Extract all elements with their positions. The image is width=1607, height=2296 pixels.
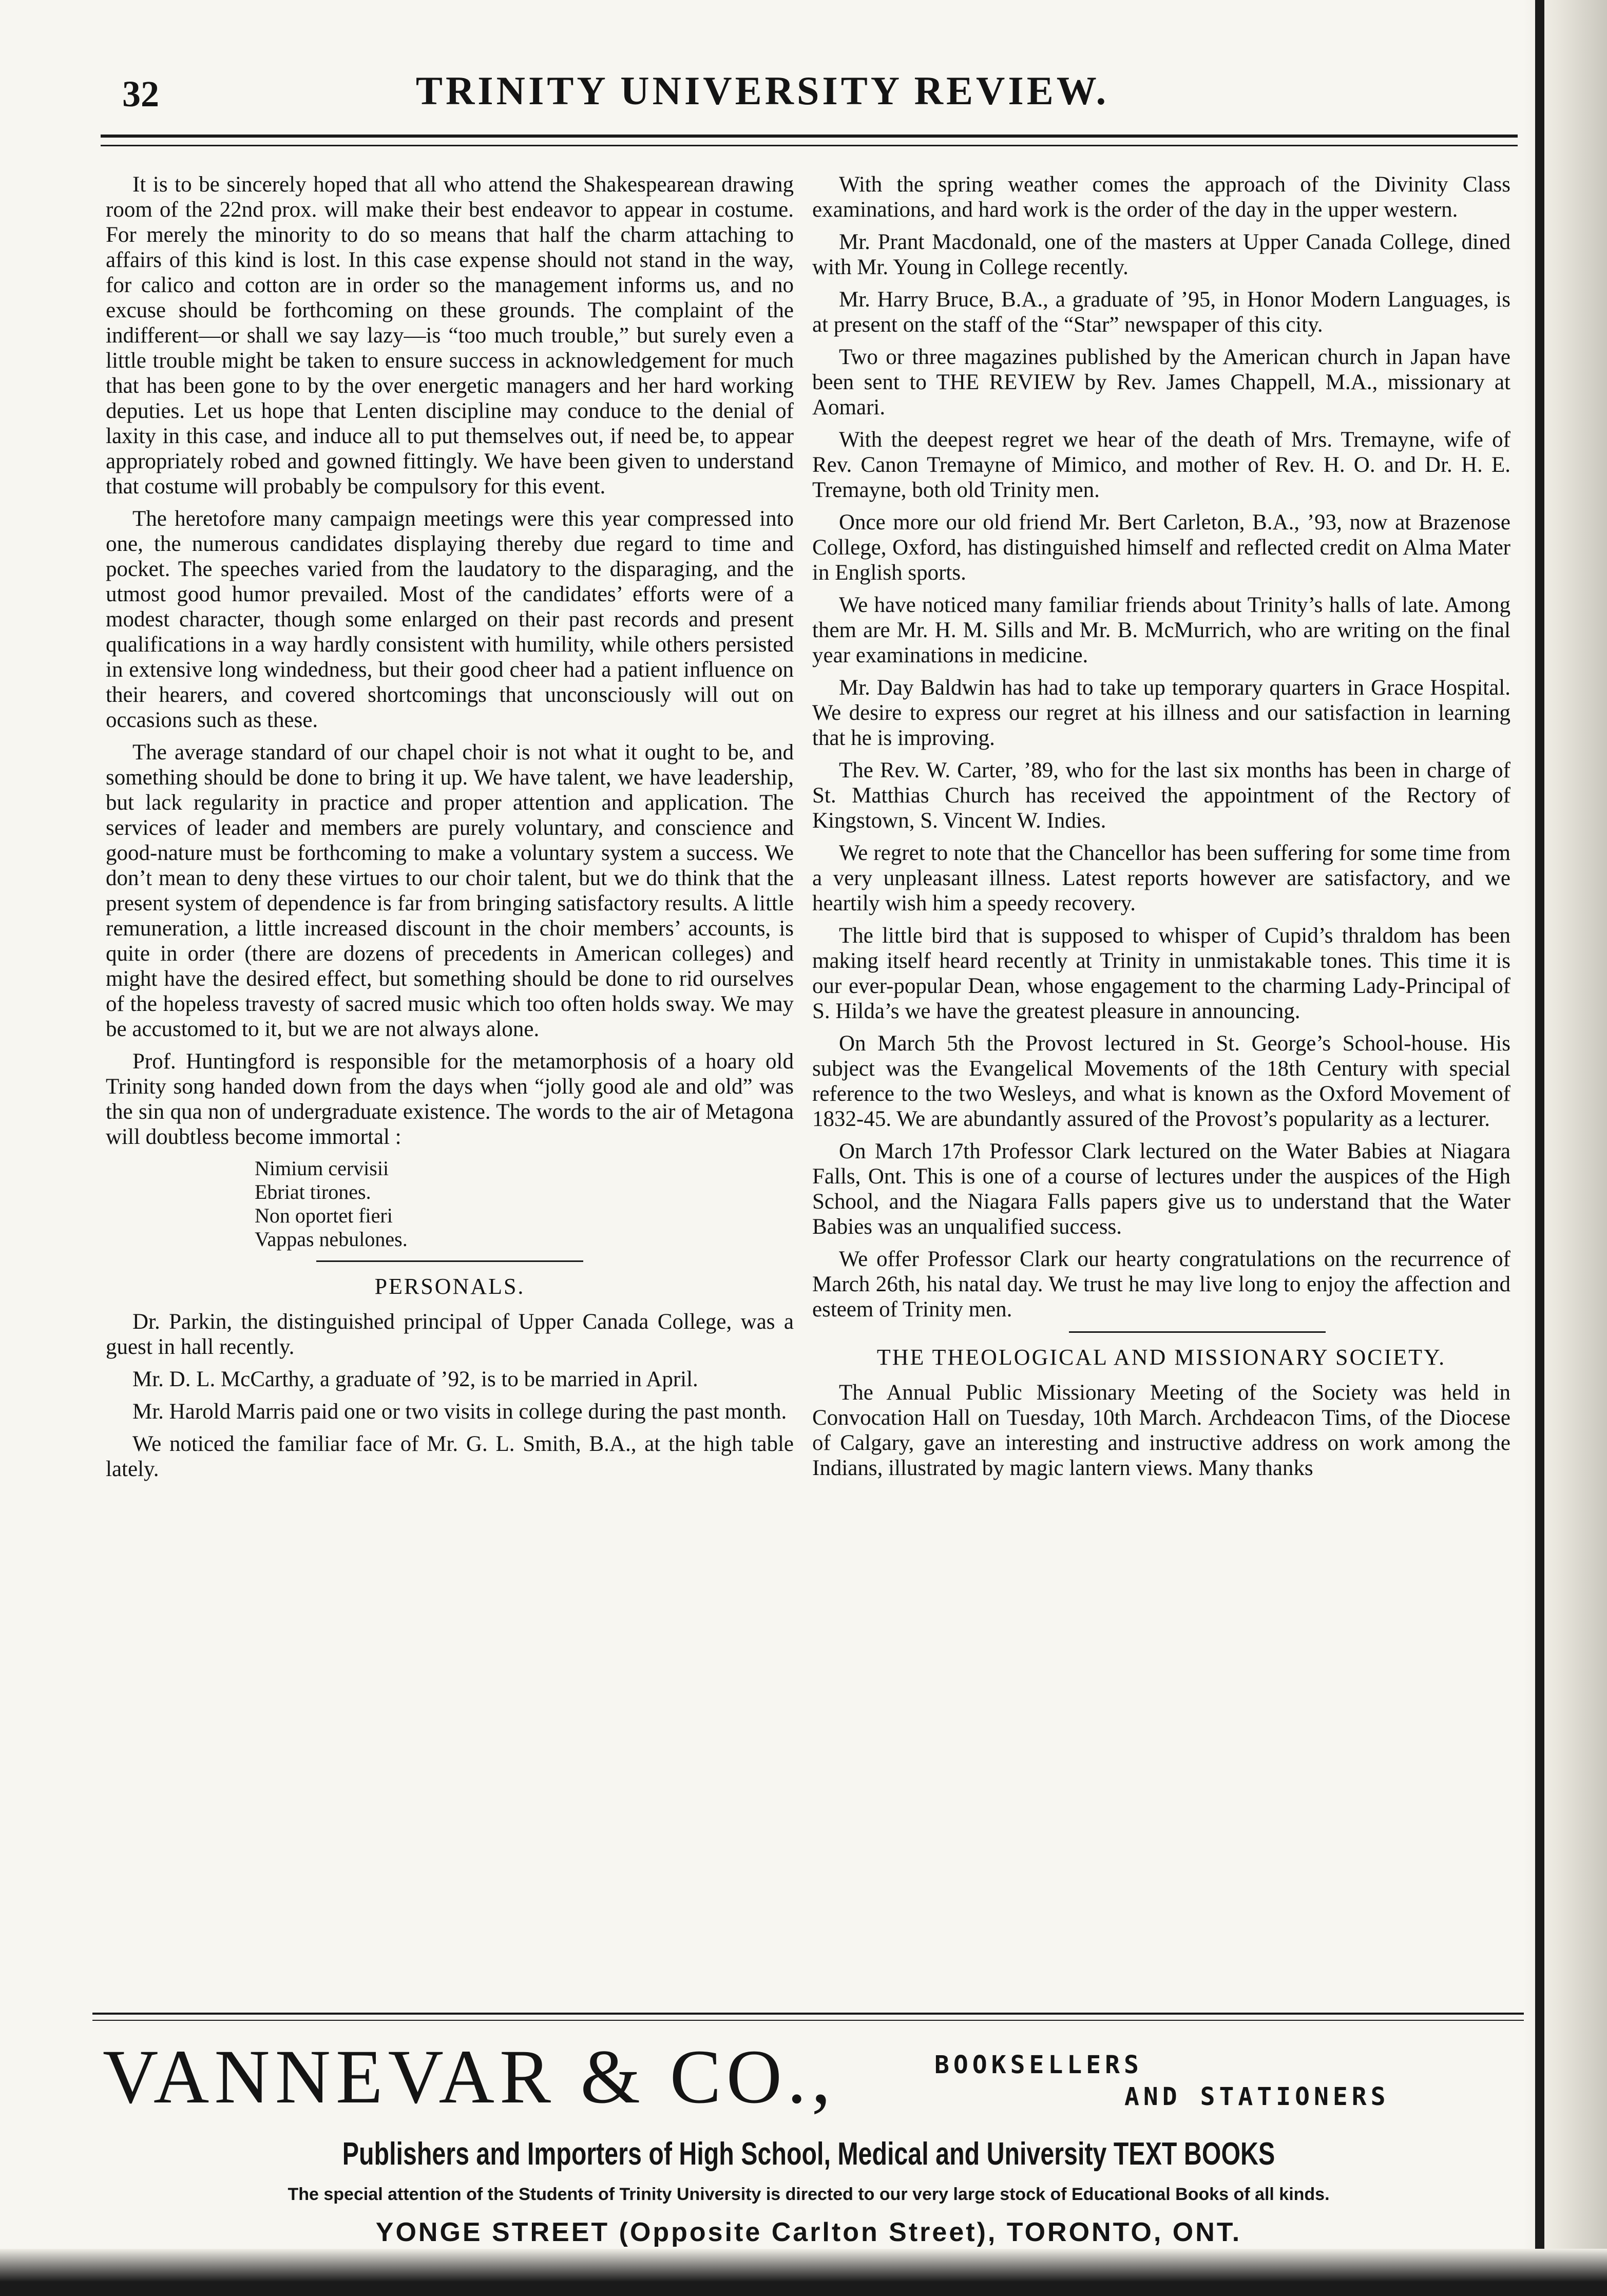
personal-item: We noticed the familiar face of Mr. G. L. Smith, B.A., at the high table lately. bbox=[106, 1432, 794, 1481]
header-rule-thin bbox=[101, 145, 1518, 146]
news-item: We offer Professor Clark our hearty congratulations on the recurrence of March 26th, his natal day. We trust he may live long to enjoy the affection and esteem of Trinity men. bbox=[812, 1247, 1510, 1322]
right-column bbox=[812, 172, 1510, 1488]
scan-bottom-band bbox=[0, 2249, 1607, 2296]
ad-publishers-line: Publishers and Importers of High School, Medical and University TEXT BOOKS bbox=[342, 2136, 1275, 2172]
ad-notice: The special attention of the Students of Trinity University is directed to our very large stock of Educational Books of all kinds. bbox=[288, 2185, 1330, 2204]
verse-line: Nimium cervisii bbox=[255, 1157, 389, 1180]
verse-line: Non oportet fieri bbox=[255, 1204, 393, 1227]
left-column bbox=[106, 172, 794, 1489]
news-item: Mr. Harry Bruce, B.A., a graduate of ’95, in Honor Modern Languages, is at present on the staff of the “Star” newspaper of this city. bbox=[812, 288, 1510, 337]
binding-spine bbox=[1535, 0, 1544, 2296]
news-item: Mr. Prant Macdonald, one of the masters at Upper Canada College, dined with Mr. Young in College recently. bbox=[812, 230, 1510, 279]
section-divider bbox=[1069, 1331, 1326, 1333]
ad-address: YONGE STREET (Opposite Carlton Street), TORONTO, ONT. bbox=[375, 2217, 1242, 2247]
footer-rule-thin bbox=[92, 2020, 1525, 2021]
news-item: On March 5th the Provost lectured in St. George’s School-house. His subject was the Evangelical Movements of the 18th Century with special reference to the two Wesleys, and what is known as the Oxford Movement of 1832-45. We are abundantly assured of the Provost’s popularity as a lecturer. bbox=[812, 1031, 1510, 1131]
editorial-paragraph-costume: It is to be sincerely hoped that all who attend the Shakespearean drawing room of the 22nd prox. will make their best endeavor to appear in costume. For merely the minority to do so means that half the charm attaching to affairs of this kind is lost. In this case expense should not stand in the way, for calico and cotton are in order so the management informs us, and no excuse should be forthcoming on these grounds. The complaint of the indifferent—or shall we say lazy—is “too much trouble,” but surely even a little trouble might be taken to ensure success in acknowledgement for much that has been gone to by the over energetic managers and her hard working deputies. Let us hope that Lenten discipline may conduce to the denial of laxity in this case, and induce all to put themselves out, if need be, to appear appropriately robed and gowned fittingly. We have been given to understand that costume will probably be compulsory for this event. bbox=[106, 173, 794, 499]
masthead-title: TRINITY UNIVERSITY REVIEW. bbox=[415, 68, 1109, 113]
ad-tagline-stationers: AND STATIONERS bbox=[1124, 2082, 1390, 2111]
society-heading: THE THEOLOGICAL AND MISSIONARY SOCIETY. bbox=[876, 1345, 1446, 1370]
news-item: Mr. Day Baldwin has had to take up temporary quarters in Grace Hospital. We desire to express our regret at his illness and our satisfaction in learning that he is improving. bbox=[812, 676, 1510, 750]
news-item: With the spring weather comes the approach of the Divinity Class examinations, and hard work is the order of the day in the upper western. bbox=[812, 173, 1510, 222]
footer-rule-thick bbox=[92, 2013, 1525, 2015]
personals-heading: PERSONALS. bbox=[374, 1274, 525, 1299]
section-divider bbox=[316, 1260, 583, 1262]
personal-item: Mr. D. L. McCarthy, a graduate of ’92, is to be married in April. bbox=[132, 1367, 698, 1391]
verse-line: Vappas nebulones. bbox=[255, 1228, 408, 1251]
page-number: 32 bbox=[122, 73, 159, 114]
latin-verse bbox=[106, 1157, 794, 1251]
news-item: The Rev. W. Carter, ’89, who for the last six months has been in charge of St. Matthias Church has received the appointment of the Rectory of Kingstown, S. Vincent W. Indies. bbox=[812, 758, 1510, 833]
news-item: The little bird that is supposed to whisper of Cupid’s thraldom has been making itself heard recently at Trinity in unmistakable tones. This time it is our ever-popular Dean, whose engagement to the charming Lady-Principal of S. Hilda’s we have the greatest pleasure in announcing. bbox=[812, 924, 1510, 1023]
personal-item: Dr. Parkin, the distinguished principal of Upper Canada College, was a guest in hall recently. bbox=[106, 1310, 794, 1359]
editorial-paragraph-choir: The average standard of our chapel choir is not what it ought to be, and something should be done to bring it up. We have talent, we have leadership, but lack regularity in practice and proper attention and application. The services of leader and members are purely voluntary, and conscience and good-nature must be forthcoming to make a voluntary system a success. We don’t mean to deny these virtues to our choir talent, but we do think that the present system of dependence is far from bringing satisfactory results. A little remuneration, a little increased discount in the choir members’ accounts, is quite in order (there are dozens of precedents in American colleges) and might have the desired effect, but something should be done to rid ourselves of the hopeless travesty of sacred music which too often holds sway. We may be accustomed to it, but we are not always alone. bbox=[106, 740, 794, 1041]
verse-line: Ebriat tirones. bbox=[255, 1180, 371, 1203]
society-paragraph: The Annual Public Missionary Meeting of the Society was held in Convocation Hall on Tuesday, 10th March. Archdeacon Tims, of the Diocese of Calgary, gave an interesting and instructive address on work among the Indians, illustrated by magic lantern views. Many thanks bbox=[812, 1381, 1510, 1480]
news-item: We have noticed many familiar friends about Trinity’s halls of late. Among them are Mr. H. M. Sills and Mr. B. McMurrich, who are writing on the final year examinations in medicine. bbox=[812, 593, 1510, 667]
ad-tagline-booksellers: BOOKSELLERS bbox=[934, 2051, 1143, 2079]
header-rule-thick bbox=[101, 135, 1518, 138]
news-item: We regret to note that the Chancellor has been suffering for some time from a very unpleasant illness. Latest reports however are satisfactory, and we heartily wish him a speedy recovery. bbox=[812, 841, 1510, 915]
news-item: On March 17th Professor Clark lectured on the Water Babies at Niagara Falls, Ont. This is one of a course of lectures under the auspices of the High School, and the Niagara Falls papers give us to understand that the Water Babies was an unqualified success. bbox=[812, 1139, 1510, 1239]
news-item: Once more our old friend Mr. Bert Carleton, B.A., ’93, now at Brazenose College, Oxford, has distinguished himself and reflected credit on Alma Mater in English sports. bbox=[812, 510, 1510, 585]
editorial-paragraph-song: Prof. Huntingford is responsible for the metamorphosis of a hoary old Trinity song handed down from the days when “jolly good ale and old” was the sin qua non of undergraduate existence. The words to the air of Metagona will doubtless become immortal : bbox=[106, 1049, 794, 1149]
personal-item: Mr. Harold Marris paid one or two visits in college during the past month. bbox=[132, 1400, 787, 1424]
ad-firm-name: VANNEVAR & CO., bbox=[103, 2034, 836, 2119]
editorial-paragraph-campaign: The heretofore many campaign meetings were this year compressed into one, the numerous candidates displaying thereby due regard to time and pocket. The speeches varied from the laudatory to the disparaging, and the utmost good humor prevailed. Most of the candidates’ efforts were of a modest character, though some enlarged on their past records and present qualifications in a way hardly consistent with humility, while others persisted in extensive long windedness, but their good cheer had a patient influence on their hearers, and covered shortcomings that unconsciously will out on occasions such as these. bbox=[106, 507, 794, 732]
news-item: With the deepest regret we hear of the death of Mrs. Tremayne, wife of Rev. Canon Tremayne of Mimico, and mother of Rev. H. O. and Dr. H. E. Tremayne, both old Trinity men. bbox=[812, 428, 1510, 502]
news-item: Two or three magazines published by the American church in Japan have been sent to THE REVIEW by Rev. James Chappell, M.A., missionary at Aomari. bbox=[812, 345, 1510, 419]
